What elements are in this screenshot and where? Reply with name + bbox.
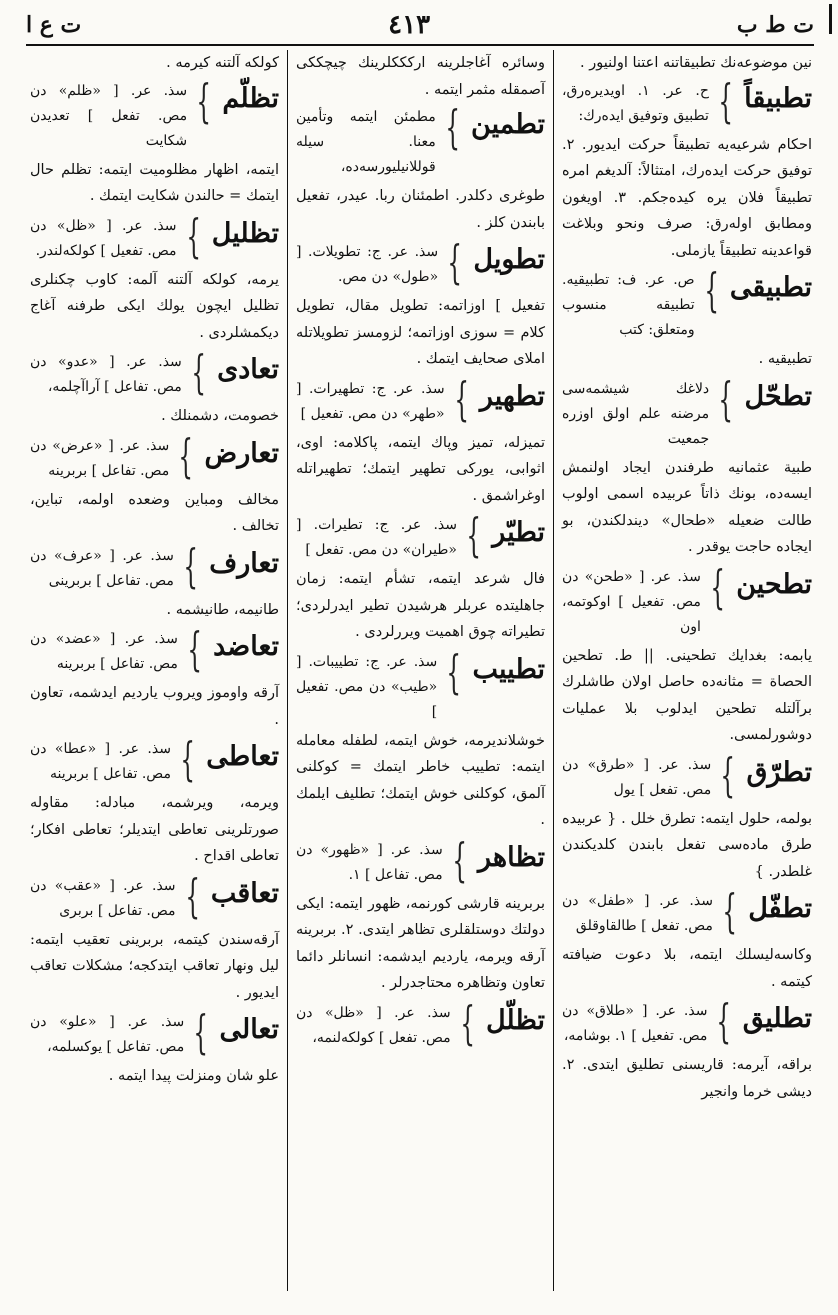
dictionary-entry [562,884,812,939]
brace-glyph: } [452,832,467,887]
entry-definition: آرقە واوموز ويروب ياردیم ايدشمە، تعاون . [30,685,279,728]
entry-etymology: سذ. عر. [ «عدو» دن مص. تفاعل ] آراآچلمە، [30,354,182,395]
brace-glyph: } [453,371,469,426]
entry-headword: تطحّل [744,380,812,412]
brace-glyph: } [178,428,194,483]
entry-definition: علو شان ومنزلت پيدا ايتمە . [108,1068,279,1084]
entry-etymology: دلاغك شيشمەسى مرضنە علم اولق اوزرە جمعيت [562,380,710,447]
entry-definition: خصومت، دشمنلك . [161,408,279,424]
entry-headword: تطحين [736,568,812,600]
entry-definition: يابمە: بغدايك تطحينى. || ط. تطحين الحصاة = مثانەدە حاصل اولان طاشلرك برآلتلە تطحين ايدلوب بلا عمليات دوشورلمسى. [562,647,812,743]
page-header [26,8,814,42]
entry-headword: تطبيقى [729,272,812,303]
entry-headword: تطمين [471,109,545,140]
entry-headword: تعارض [204,437,279,469]
columns-container [22,50,820,1291]
entry-etymology: سذ. عر. [ «ظل» دن مص. تفعيل ] كولكەلندر. [30,217,177,259]
entry-headword: تعاضد [213,631,279,662]
header-right-letters: ت ط ب [736,12,814,38]
brace-glyph: } [703,263,719,317]
entry-headword: تظلّل [485,1004,545,1036]
entry-definition: خوشلاندیرمە، خوش ايتمە، لطفلە معاملە ايتمە: تطييب خاطر ايتمك = كوكلنى آلمق، كوكلنى خوش ايتمك؛ تطليف ايلمك . [296,732,545,828]
continued-text: نين موضوعەنك تطبيقاتنە اعتنا اولنيور . [579,55,812,71]
dictionary-entry [296,832,545,888]
entry-definition: طانيمە، طانيشمە . [166,601,279,618]
dictionary-entry [30,345,279,400]
brace-glyph: } [710,559,725,614]
entry-headword: تعالى [219,1014,279,1045]
entry-etymology: سذ. عر. ج: تطويلات. [ «طول» دن مص. [296,244,439,285]
entry-etymology: سذ. عر. [ «ظل» دن مص. تفعل ] كولكەلنمە، [296,1004,451,1046]
entry-definition: طوغرى دكلدر. اطمئنان ربا. عيدر، تفعيل بابندن كلز . [296,188,545,231]
entry-etymology: سذ. عر. ج: تطهيرات. [ «طهر» دن مص. تفعيل ] [296,380,445,422]
entry-etymology: ح. عر. ١. اويدیرەرق، تطبيق وتوفيق ايدەرك: [562,82,709,124]
column-2 [288,50,554,1291]
dictionary-entry [296,644,545,725]
entry-headword: تظليل [211,217,279,249]
dictionary-entry [562,747,812,803]
entry-headword: تعارف [209,547,279,579]
brace-glyph: } [716,994,732,1048]
entry-headword: تظاهر [477,841,545,873]
dictionary-entry [562,263,812,343]
dictionary-entry [296,371,545,427]
entry-definition: آرقەسندن كيتمە، بربرينى تعقيب ايتمە: ليل ونهار تعاقب ايتدكجە؛ مشكلات تعاقب ايديور . [30,931,279,1001]
dictionary-entry [562,994,812,1049]
entry-definition: تميزلە، تميز وپاك ايتمە، پاكلامە: اوى، اثوابى، يوركى تطهير ايتمك؛ تطهيراتلە اوغراشمق . [296,434,545,504]
brace-glyph: } [191,345,206,399]
entry-etymology: سذ. عر. [ «عطا» دن مص. تفاعل ] بربرينە [30,741,171,782]
entry-etymology: سذ. عر. [ «عرض» دن مص. تفاعل ] بربرينە [30,437,170,479]
entry-etymology: سذ. عر. [ «عضد» دن مص. تفاعل ] بربرينە [30,631,178,672]
brace-glyph: } [187,622,202,676]
entry-etymology: سذ. عر. ج: تطييبات. [ «طيب» دن مص. تفعيل ] [296,653,438,720]
entry-headword: تطويل [473,244,545,275]
brace-glyph: } [722,884,737,938]
entry-etymology: مطمئن ايتمە وتأمين معنا. سيلە قوللانيليورسەدە، [296,109,436,175]
entry-etymology: سذ. عر. [ «عرف» دن مص. تفاعل ] بربرينى [30,547,174,589]
entry-headword: تعاطى [206,741,279,772]
dictionary-entry [30,428,279,484]
entry-headword: تطفّل [748,893,812,924]
dictionary-entry [296,235,545,290]
page-number: ٤١٣ [388,10,431,40]
column-1 [554,50,820,1291]
header-left-letters: ت ع ا [26,12,82,38]
dictionary-entry [296,100,545,180]
dictionary-entry [562,371,812,452]
entry-definition: بولمە، حلول ايتمە: تطرق خلل . { عربيدە طرق مادەسى تفعل بابندن كلديكندن غلطدر. } [562,810,812,880]
entry-headword: تطييب [472,653,545,685]
entry-headword: تعادى [217,354,279,385]
entry-definition: وكاسەليسلك ايتمە، بلا دعوت ضيافتە كيتمە . [562,947,812,990]
continued-text: كولكە آلتنە كيرمە . [166,55,279,71]
entry-etymology: سذ. عر. [ «علو» دن مص. تفاعل ] يوكسلمە، [30,1014,185,1055]
brace-glyph: } [184,868,200,923]
entry-headword: تطليق [742,1003,812,1034]
dictionary-entry [30,73,279,154]
entry-definition: ايتمە، اظهار مظلوميت ايتمە: تظلم حال ايتمك = حالندن شكايت ايتمك . [30,161,279,204]
brace-glyph: } [718,73,733,128]
entry-definition: بربرينە قارشى كورنمە، ظهور ايتمە: ايكى دولتك دوستلقلرى تظاهر ايتدى. ٢. بربرينە آرقە ويرمە، ياردیم ايدشمە: انسانلر دائما تعاون وتظاهرە محتاجدرلر . [296,895,545,991]
brace-glyph: } [180,732,195,786]
entry-etymology: سذ. عر. ج: تطيرات. [ «طيران» دن مص. تفعل ] [296,517,457,558]
entry-definition: ويرمە، ويرشمە، مبادلە: مقاولە صورتلرينى تعاطى ايتديلر؛ تعاطى افكار؛ تعاطى اقداح . [30,795,279,864]
dictionary-entry [30,868,279,924]
entry-etymology: سذ. عر. [ «طرق» دن مص. تفعل ] يول [562,756,712,798]
brace-glyph: } [447,235,463,289]
entry-definition: فال شرعد ايتمە، تشأم ايتمە: زمان جاهليتدە عربلر هرشيدن تطير ايدرلردى؛ تطيراتە چوق اهميت ويررلردى . [296,571,545,640]
entry-etymology: سذ. عر. [ «ظهور» دن مص. تفاعل ] ١. [296,841,443,883]
brace-glyph: } [466,508,481,562]
dictionary-entry [30,208,279,264]
brace-glyph: } [718,371,734,426]
continued-text: وسائرە آغاجلرينە اركككلرينك چيچككى آصمقلە مثمر ايتمە . [296,55,545,98]
entry-etymology: سذ. عر. [ «طحن» دن مص. تفعيل ] اوكوتمە، اون [562,568,701,635]
dictionary-entry [562,559,812,640]
brace-glyph: } [183,538,198,593]
brace-glyph: } [720,747,736,802]
dictionary-entry [30,732,279,787]
header-rule [26,44,814,46]
entry-definition: احكام شرعيەيە تطبيقاً حركت ايديور. ٢. توفيق حركت ايدەرك، امتثالاً: آلديغم امرە تطبيقاً فلان يرە كيدەجكم. ٣. اويغون ومطابق اولەرق: صرف ونحو وبلاغت قواعدينە تطبيقاً يازملى. [562,136,813,259]
entry-headword: تطيّر [492,517,545,548]
entry-headword: تظلّم [222,82,279,114]
brace-glyph: } [193,1005,209,1059]
dictionary-entry [562,73,812,129]
brace-glyph: } [459,995,475,1050]
entry-etymology: سذ. عر. [ «طفل» دن مص. تفعل ] طالقاوقلق [562,893,713,934]
entry-definition: براقە، آيرمە: قاريسنى تطليق ايتدى. ٢. ديشى خرما وانجير [562,1057,812,1100]
entry-definition: تفعيل ] اوزاتمە: تطويل مقال، تطويل كلام = سوزى اوزاتمە؛ لزومسز تطويلاتلە املاى صحايف ايتمك . [296,298,545,367]
column-3 [22,50,288,1291]
brace-glyph: } [445,100,460,154]
entry-headword: تطبيقاً [744,82,812,114]
page-edge-mark [829,4,832,34]
dictionary-entry [30,622,279,677]
brace-glyph: } [446,644,462,699]
entry-etymology: سذ. عر. [ «عقب» دن مص. تفاعل ] بربرى [30,877,176,919]
entry-etymology: سذ. عر. [ «طلاق» دن مص. تفعيل ] ١. بوشامە، [562,1003,708,1044]
entry-headword: تعاقب [210,877,279,909]
entry-definition: مخالف ومباين وضعدە اولمە، تباين، تخالف . [30,491,279,534]
entry-definition: تطبيقيە . [758,351,812,367]
entry-etymology: سذ. عر. [ «ظلم» دن مص. تفعل ] تعديدن شكايت [30,82,188,149]
entry-etymology: ص. عر. ف: تطبيقيە. تطبيقە منسوب ومتعلق: كتب [562,272,695,338]
dictionary-entry [296,995,545,1051]
brace-glyph: } [196,73,212,128]
dictionary-entry [30,538,279,594]
entry-headword: تطهير [479,380,545,412]
entry-definition: يرمە، كولكە آلتنە آلمە: كاوب چكنلرى تظليل ايچون يولك ايكى طرفنە آغاج ديكمشلردى . [30,271,279,341]
entry-headword: تطرّق [746,756,812,788]
dictionary-entry [30,1005,279,1060]
entry-definition: طبية عثمانيە طرفندن ايجاد اولنمش ايسەدە، بونك ذاتاً عربيدە اسمى اولوب طالت ضعيلە «طحال» ديندلكندن، بو ايجادە حاجت يوقدر . [562,459,812,555]
dictionary-entry [296,508,545,563]
brace-glyph: } [185,208,201,263]
